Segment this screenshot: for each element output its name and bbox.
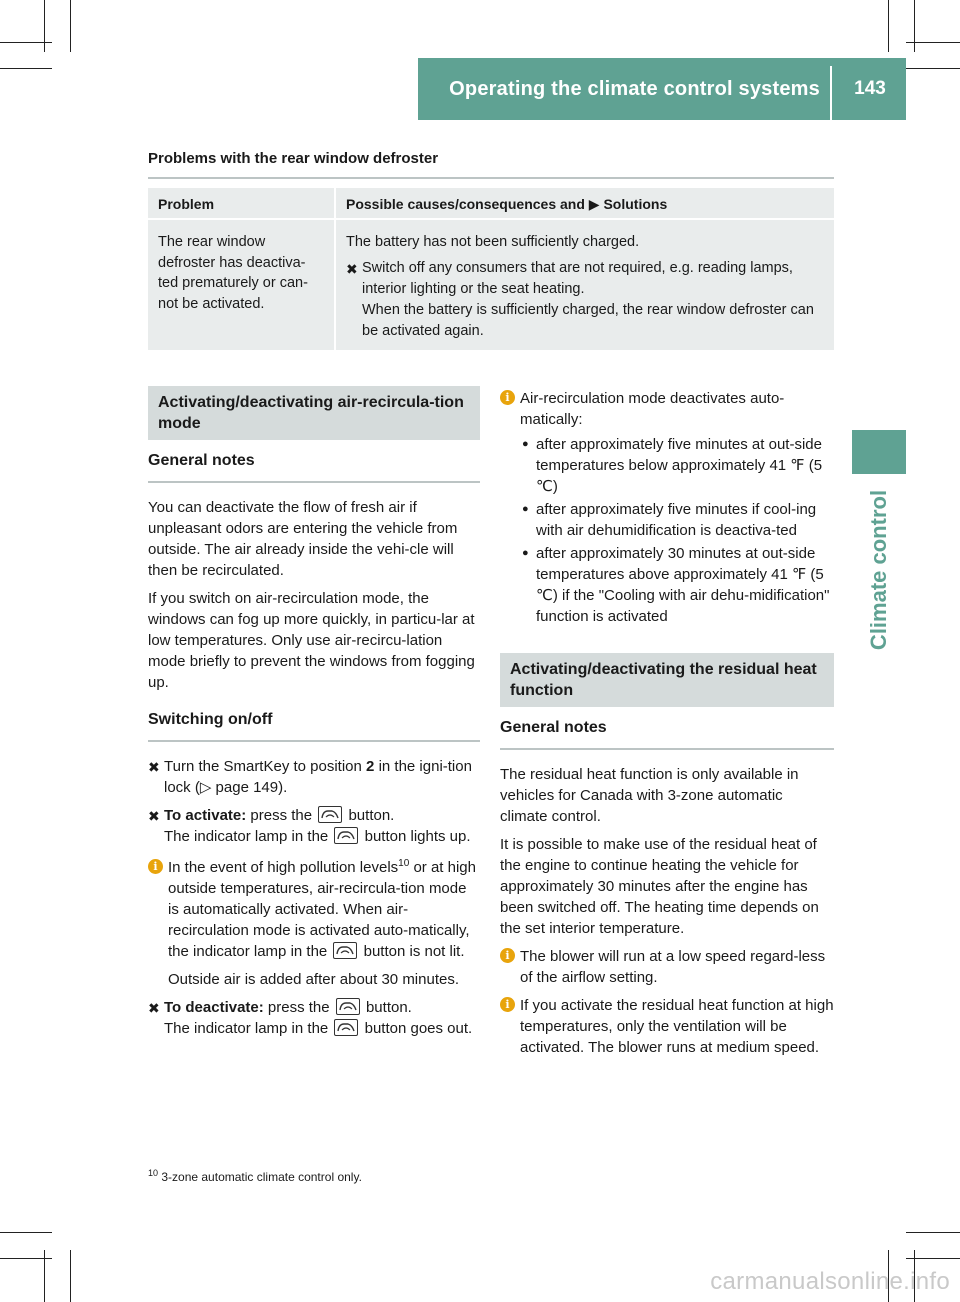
subheading-general-notes: General notes bbox=[500, 719, 607, 736]
side-tab-label: Climate control bbox=[866, 489, 891, 651]
problems-table bbox=[148, 188, 834, 350]
list-item: ● after approximately 30 minutes at out-side temperatures above approximately 41 ℉ (5 ℃) if the "Cooling with air dehu-midification" function is activated bbox=[522, 545, 830, 625]
info-note: i The blower will run at a low speed regard-less of the airflow setting. bbox=[500, 946, 834, 988]
section-rule bbox=[148, 177, 834, 179]
paragraph: It is possible to make use of the residual heat of the engine to continue heating the vehicle for approximately 30 minutes after the engine has been switched off. The heating time depends on the set interior temperature. bbox=[500, 836, 819, 937]
subheading-rule bbox=[148, 481, 480, 483]
footnote: $^{10}$ 3-zone automatic climate control only. bbox=[148, 1168, 362, 1184]
crop-mark bbox=[0, 68, 52, 69]
list-item: ● after approximately five minutes at out-side temperatures below approximately 41 ℉ (5 ℃) bbox=[522, 436, 823, 495]
paragraph: The residual heat function is only available in vehicles for Canada with 3-zone automatic climate control. bbox=[500, 766, 799, 825]
step-deactivate: ✖ To deactivate: press the button. The indicator lamp in the button goes out. bbox=[148, 999, 473, 1037]
crop-mark bbox=[44, 0, 45, 52]
info-note: i Air-recirculation mode deactivates auto-matically: ● after approximately five minutes at out-side temperatures below approximately 41 ℉ (5 ℃) ● after approximately five minutes if cool-ing with air dehumidification is deactiva-ted ● after approximately 30 minutes at out-side temperatures above approximately 41 ℉ (5 ℃) if the "Cooling with air dehu-midification" function is activated bbox=[500, 388, 834, 627]
info-icon: i bbox=[148, 859, 163, 874]
crop-mark bbox=[914, 0, 915, 52]
subheading-general-notes: General notes bbox=[148, 452, 255, 469]
recirculation-button-icon bbox=[333, 942, 357, 959]
heading-residual-heat: Activating/deactivating the residual heat function bbox=[500, 653, 834, 707]
info-extra: Outside air is added after about 30 minutes. bbox=[168, 971, 460, 988]
right-column bbox=[500, 388, 834, 1065]
left-column bbox=[148, 386, 480, 1046]
table-cell-solution bbox=[336, 220, 834, 350]
table-cell-problem: The rear window defroster has deactiva-ted prematurely or can-not be activated. bbox=[148, 220, 336, 350]
subheading-switching: Switching on/off bbox=[148, 711, 273, 728]
crop-mark bbox=[0, 1232, 52, 1233]
cause-text: The battery has not been sufficiently charged. bbox=[346, 234, 640, 250]
step-arrow-icon: ✖ bbox=[148, 759, 160, 775]
table-header-problem: Problem bbox=[148, 188, 336, 218]
step-arrow-icon: ✖ bbox=[346, 261, 358, 277]
recirculation-button-icon bbox=[318, 806, 342, 823]
info-icon: i bbox=[500, 390, 515, 405]
recirculation-button-icon bbox=[334, 1019, 358, 1036]
step-activate: ✖ To activate: press the button. The indicator lamp in the button lights up. bbox=[148, 807, 471, 845]
watermark: carmanualsonline.info bbox=[710, 1268, 950, 1295]
info-icon: i bbox=[500, 948, 515, 963]
info-note: i In the event of high pollution levels$^{10}$ or at high outside temperatures, air-recircula-tion mode is automatically activated. When air-recirculation mode is activated auto-matically, the indicator lamp in the button is not lit. Outside air is added after about 30 minutes. bbox=[148, 857, 480, 990]
recirculation-button-icon bbox=[336, 998, 360, 1015]
step-turn-key: ✖ Turn the SmartKey to position 2 in the igni-tion lock (▷ page 149). bbox=[148, 758, 472, 796]
crop-mark bbox=[906, 1232, 960, 1233]
section-title: Problems with the rear window defroster bbox=[148, 150, 439, 167]
paragraph: If you switch on air-recirculation mode, the windows can fog up more quickly, in particu-lar at low temperatures. Only use air-recircu-lation mode briefly to prevent the windows from fogging up. bbox=[148, 590, 475, 691]
crop-mark bbox=[44, 1250, 45, 1302]
step-arrow-icon: ✖ bbox=[148, 1000, 160, 1016]
crop-mark bbox=[70, 1250, 71, 1302]
page-number: 143 bbox=[854, 78, 886, 99]
bullet-icon: ● bbox=[522, 547, 529, 559]
info-note: i If you activate the residual heat function at high temperatures, only the ventilation will be activated. The blower runs at medium speed. bbox=[500, 995, 834, 1058]
crop-mark bbox=[70, 0, 71, 52]
page-header-title: Operating the climate control systems bbox=[449, 78, 820, 100]
table-header-solutions: Possible causes/consequences and ▶ Solutions bbox=[346, 196, 668, 212]
recirculation-button-icon bbox=[334, 827, 358, 844]
info-icon: i bbox=[500, 997, 515, 1012]
crop-mark bbox=[906, 68, 960, 69]
list-item: ● after approximately five minutes if cool-ing with air dehumidification is deactiva-ted bbox=[522, 501, 817, 539]
solution-step: ✖ Switch off any consumers that are not required, e.g. reading lamps, interior lighting or the seat heating. When the battery is sufficiently charged, the rear window defroster can be activated again. bbox=[346, 260, 814, 339]
subheading-rule bbox=[500, 748, 834, 750]
solution-arrow-icon: ▶ bbox=[588, 196, 600, 212]
step-arrow-icon: ✖ bbox=[148, 808, 160, 824]
bullet-icon: ● bbox=[522, 438, 529, 450]
table-row bbox=[148, 220, 834, 350]
paragraph: You can deactivate the flow of fresh air if unpleasant odors are entering the vehicle from outside. The air already inside the vehi-cle will then be recirculated. bbox=[148, 499, 458, 579]
table-header-row bbox=[148, 188, 834, 220]
header-separator bbox=[830, 66, 832, 120]
heading-air-recirculation: Activating/deactivating air-recircula-tion mode bbox=[148, 386, 480, 440]
bullet-icon: ● bbox=[522, 503, 529, 515]
side-tab-marker bbox=[852, 430, 906, 474]
crop-mark bbox=[888, 0, 889, 52]
subheading-rule bbox=[148, 740, 480, 742]
